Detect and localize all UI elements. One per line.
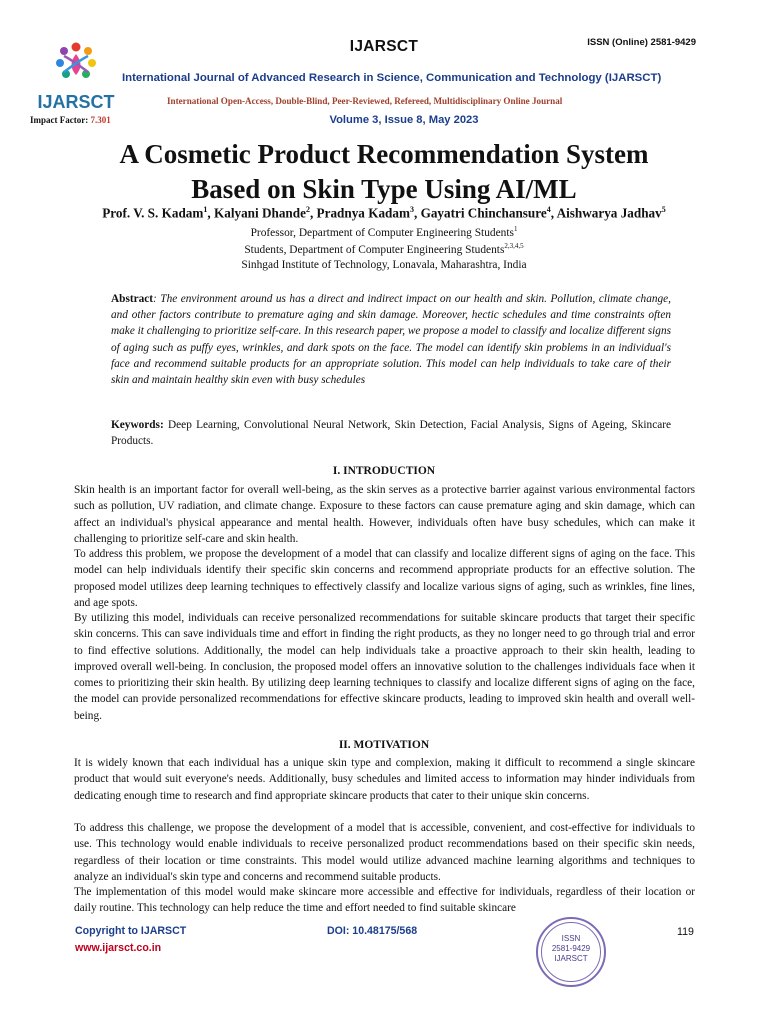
stamp-line-1: ISSN: [561, 934, 581, 943]
journal-short-name: IJARSCT: [349, 38, 419, 55]
author-sup: 4: [546, 205, 551, 214]
author: Aishwarya Jadhav: [556, 205, 662, 221]
author-sep: ,: [550, 205, 557, 221]
affiliation-2-text: Students, Department of Computer Engineering Students: [244, 243, 505, 256]
website-link[interactable]: www.ijarsct.co.in: [75, 942, 162, 954]
author-sup: 5: [661, 205, 666, 214]
intro-paragraph-1: Skin health is an important factor for overall well-being, as the skin serves as a protective barrier against various environmental factors such as pollution, UV radiation, and climate change. Exposure to these factors can cause premature aging and skin damage, which can affect an individual's physical appearance and mental health. However, individuals often have busy schedules, which can make it challenging to prioritize self-care and skin health.: [74, 484, 695, 545]
section-heading-introduction: I. INTRODUCTION: [332, 465, 436, 477]
affiliation-1-sup: 1: [513, 225, 518, 233]
motivation-paragraph-1: It is widely known that each individual has a unique skin type and complexion, making it difficult to recommend a single skincare product that would suit everyone's needs. Additionally, busy schedules and limited access to information may hinder individuals from dedicating enough time to research and find appropriate skincare products that cater to their unique skin concerns.: [74, 757, 695, 802]
issn-label: ISSN (Online) 2581-9429: [587, 37, 696, 48]
author-sep: ,: [207, 205, 214, 221]
author-sep: ,: [309, 205, 317, 221]
author-list: [0, 205, 768, 221]
impact-value: 7.301: [90, 115, 111, 125]
abstract-label: Abstract: [111, 293, 154, 305]
doi-label: DOI: 10.48175/568: [327, 925, 418, 937]
page-number: 119: [677, 926, 694, 938]
author-sup: 2: [305, 205, 310, 214]
motivation-paragraph-2: To address this challenge, we propose the development of a model that is accessible, convenient, and cost-effective for individuals to use. This technology would enable individuals to receive personalized product recommendations based on their specific skin needs, regardless of their location or time constraints. This model would utilize advanced machine learning algorithms and techniques to analyze an individual's skin type and concerns and recommend suitable products.: [74, 822, 695, 883]
section-heading-motivation: II. MOTIVATION: [338, 739, 430, 751]
keywords: [111, 417, 671, 449]
abstract: [111, 291, 671, 388]
affiliation-2-sup: 2,3,4,5: [504, 242, 524, 250]
stamp-line-3: IJARSCT: [554, 954, 588, 963]
author-sup: 1: [203, 205, 208, 214]
impact-label: Impact Factor:: [30, 115, 91, 125]
title-line-1: A Cosmetic Product Recommendation System: [119, 139, 649, 169]
stamp-line-2: 2581-9429: [551, 944, 591, 953]
journal-subtitle: International Open-Access, Double-Blind, Peer-Reviewed, Refereed, Multidisciplinary Online Journal: [167, 96, 563, 106]
author: Pradnya Kadam: [316, 205, 410, 221]
author-sup: 3: [409, 205, 414, 214]
intro-paragraph-3: By utilizing this model, individuals can receive personalized recommendations for suitable skincare products that target their specific skin concerns. This can save individuals time and effort in finding the right products, as they no longer need to go through trial and error to find effective solutions. Additionally, the model can help individuals take a proactive approach to their skin health, leading to improved overall well-being. In conclusion, the proposed model offers an innovative solution to the challenges individuals face when it comes to prioritizing their skin health. By utilizing deep learning techniques to classify and localize different signs of aging on the face, the model can provide personalized recommendations for effective skincare products, leading to improved skin health and overall well-being.: [74, 612, 695, 722]
author-sep: ,: [413, 205, 421, 221]
affiliation-3: Sinhgad Institute of Technology, Lonavala, Maharashtra, India: [241, 259, 527, 271]
paper-title: [0, 137, 768, 207]
motivation-paragraph-3: The implementation of this model would make skincare more accessible and effective for individuals, regardless of their location or daily routine. This technology can help reduce the time and effort needed to find suitable skincare: [74, 886, 695, 915]
author: Gayatri Chinchansure: [420, 205, 547, 221]
affiliation-2: [0, 242, 768, 256]
affiliation-1: [0, 225, 768, 239]
journal-full-name: International Journal of Advanced Research in Science, Communication and Technology (IJARSCT): [122, 72, 662, 84]
author: Prof. V. S. Kadam: [102, 205, 204, 221]
copyright-notice: Copyright to IJARSCT: [75, 925, 187, 937]
logo-text: IJARSCT: [37, 92, 115, 112]
volume-issue: Volume 3, Issue 8, May 2023: [329, 114, 479, 126]
keywords-text: Deep Learning, Convolutional Neural Network, Skin Detection, Facial Analysis, Signs of Ageing, Skincare Products.: [111, 419, 671, 448]
affiliation-1-text: Professor, Department of Computer Engineering Students: [250, 226, 514, 239]
abstract-text: : The environment around us has a direct and indirect impact on our health and skin. Pollution, climate change, and other factors contribute to premature aging and skin damage. Moreover, hectic schedules and time constraints often make it challenging to prioritize self-care. In this research paper, we propose a model to classify and localize different signs of aging such as puffy eyes, wrinkles, and dark spots on the face. The model can identify skin problems in an individual's face and recommend suitable products for an appropriate solution. This model can help individuals to take care of their skin and maintain healthy skin even with busy schedules: [111, 293, 671, 387]
keywords-label: Keywords:: [111, 419, 164, 431]
title-line-2: Based on Skin Type Using AI/ML: [191, 174, 577, 204]
author: Kalyani Dhande: [213, 205, 306, 221]
intro-paragraph-2: To address this problem, we propose the development of a model that can classify and localize different signs of aging on the face. This model can help individuals identify their specific skin concerns and recommend appropriate products for an effective solution. The proposed model utilizes deep learning techniques to effectively classify and localize various signs of aging, such as wrinkles, fine lines, and age spots.: [74, 548, 695, 609]
